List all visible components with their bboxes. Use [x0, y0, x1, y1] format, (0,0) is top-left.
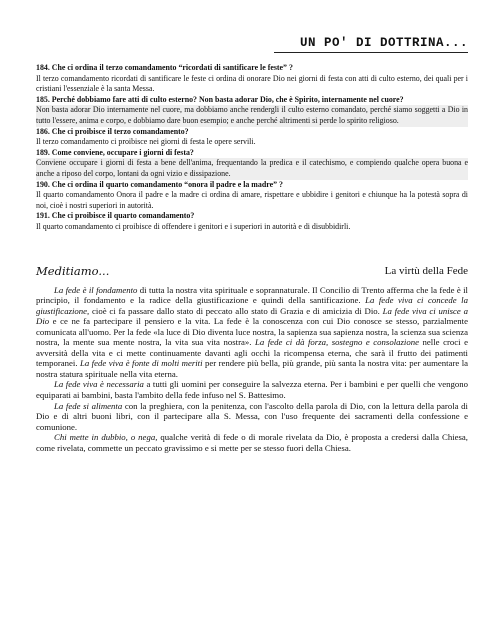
meditation-body — [36, 285, 468, 454]
answer-191: Il quarto comandamento ci proibisce di offendere i genitori e i superiori in autorità e di disubbidirli. — [36, 221, 351, 231]
meditation-paragraph — [36, 401, 468, 433]
question-189: 189. Come conviene, occupare i giorni di festa? — [36, 147, 194, 157]
meditation-heading — [36, 264, 468, 282]
question-186: 186. Che ci proibisce il terzo comandamento? — [36, 126, 189, 136]
meditation-paragraph — [36, 379, 468, 400]
answer-184: Il terzo comandamento ricordati di santificare le feste ci ordina di onorare Dio nei giorni di festa con atti di culto esterno, dei quali per i cristiani l'essenziale è la santa Messa. — [36, 73, 468, 94]
answer-189: Conviene occupare i giorni di festa a bene dell'anima, frequentando la predica e il catechismo, e compiendo qualche opera buona e anche a riposo del corpo, lontani da ogni vizio e dissipazione. — [36, 158, 468, 178]
catechism-qa-section — [36, 63, 468, 233]
emphasis-text: La fede viva è fonte di molti meriti — [80, 358, 203, 369]
answer-186: Il terzo comandamento ci proibisce nei giorni di festa le opere servili. — [36, 137, 256, 147]
emphasis-text: La fede viva ci unisce a Dio — [36, 305, 468, 327]
body-text: a tutti gli uomini per conseguire la salvezza eterna. Per i bambini e per quelli che vengono equiparati ai bambini, basta l'ambito della fede infuso nel S. Battesimo. — [36, 379, 468, 400]
emphasis-text: Chi mette in dubbio, o nega, — [54, 432, 158, 443]
body-text: con la preghiera, con la penitenza, con l'ascolto della parola di Dio, con la lettura della parola di Dio e di altri buoni libri, con il partecipare alla S. Messa, con l'uso frequente dei sacramenti della confessione e comunione. — [36, 400, 468, 432]
body-text: cioè ci fa passare dallo stato di peccato allo stato di Grazia e di amicizia di Dio. — [89, 305, 383, 316]
body-text: per rendere più bella, più grande, più santa la nostra vita: per aumentare la nostra statura spirituale nella vita eterna. — [36, 358, 469, 379]
body-text: di tutta la nostra vita spirituale e soprannaturale. Il Concilio di Trento afferma che la fede è il principio, il fondamento e la radice della giustificazione e quindi della santificazione. — [36, 284, 468, 306]
emphasis-text: La fede è il fondamento — [54, 284, 138, 295]
emphasis-text: La fede si alimenta — [54, 400, 123, 411]
question-191: 191. Che ci proibisce il quarto comandamento? — [36, 211, 195, 221]
question-190: 190. Che ci ordina il quarto comandamento “onora il padre e la madre” ? — [36, 179, 283, 189]
answer-190: Il quarto comandamento Onora il padre e la madre ci ordina di amare, rispettare e ubbidire i genitori e chiunque ha la potestà sopra di noi, cioè i nostri superiori in autorità. — [36, 190, 468, 210]
document-page — [36, 36, 468, 453]
page-header: UN PO' DI DOTTRINA... — [274, 36, 468, 53]
meditation-paragraph — [36, 285, 468, 380]
answer-185: Non basta adorar Dio internamente nel cuore, ma dobbiamo anche rendergli il culto esterno comandato, perché siamo soggetti a Dio in tutto l'essere, anima e corpo, e dobbiamo dare buon esempio; e anche perché altrimenti si perde lo spirito religioso. — [36, 105, 468, 125]
emphasis-text: La fede viva ci concede la giustificazione, — [36, 295, 468, 316]
meditation-subtitle: La virtù della Fede — [384, 264, 468, 277]
body-text: qualche verità di fede o di morale rivelata da Dio, è proposta a credersi dalla Chiesa, come rivelata, commette un peccato gravissimo e si mette per se stesso fuori della Chiesa. — [36, 432, 468, 453]
body-text: e ce ne fa partecipare il pensiero e la vita. La fede è la conoscenza con cui Dio conosce se stesso, parzialmente comunicata all'uomo. Per la fede «la luce di Dio diventa luce nostra, la sapienza sua sapienza nostra, la scienza sua scienza nostra, la mente sua mente nostra, la vita sua vita nostra». — [36, 316, 468, 348]
question-184: 184. Che ci ordina il terzo comandamento “ricordati di santificare le feste” ? — [36, 63, 293, 72]
body-text: nelle croci e avversità della vita e ci mette continuamente davanti agli occhi la ricompensa eterna, che sarà il frutto dei patimenti temporanei. — [36, 337, 468, 369]
emphasis-text: La fede viva è necessaria — [54, 379, 144, 390]
meditation-title: Meditiamo... — [36, 263, 110, 278]
question-185: 185. Perché dobbiamo fare atti di culto esterno? Non basta adorar Dio, che è Spirito, internamente nel cuore? — [36, 94, 404, 104]
emphasis-text: La fede ci dà forza, sostegno e consolazione — [254, 337, 419, 348]
meditation-paragraph — [36, 432, 468, 453]
